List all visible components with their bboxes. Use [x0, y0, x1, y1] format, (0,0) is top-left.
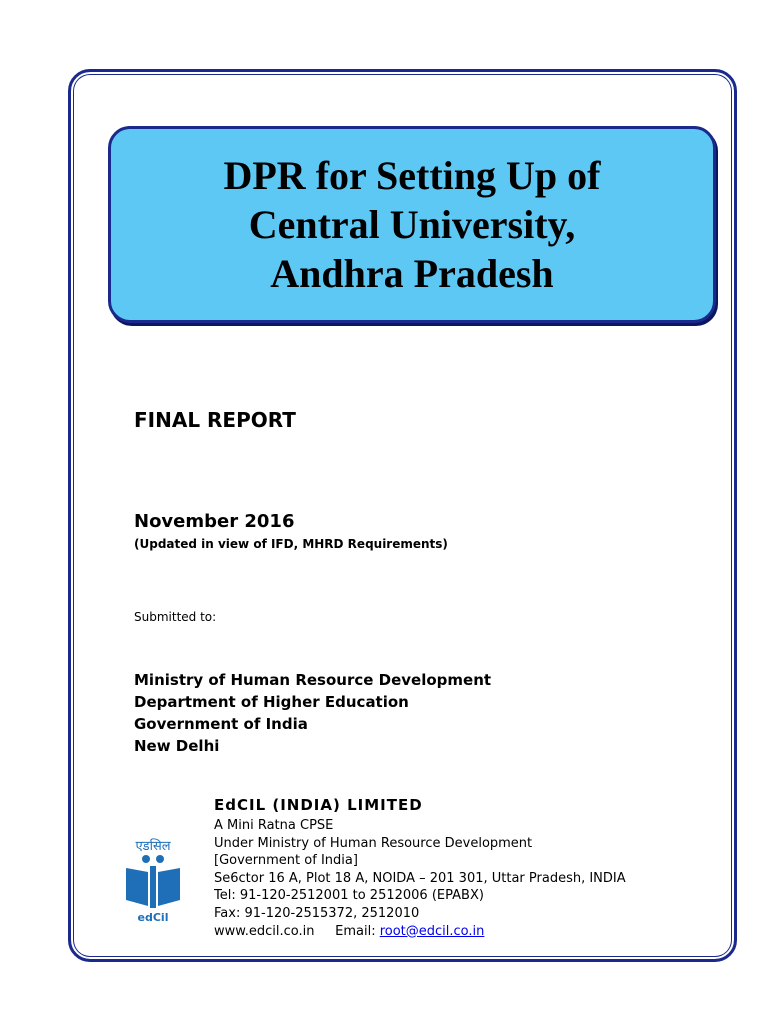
title-box — [108, 126, 716, 323]
logo-book-right-page — [158, 868, 180, 906]
recipient-block — [134, 669, 491, 757]
edcil-logo — [118, 832, 188, 924]
org-detail-line: Se6ctor 16 A, Plot 18 A, NOIDA – 201 301, Uttar Pradesh, INDIA — [214, 870, 626, 886]
logo-caption: edCil — [137, 911, 169, 924]
org-detail-line: A Mini Ratna CPSE — [214, 818, 334, 833]
recipient-ministry: Ministry of Human Resource Development — [134, 671, 492, 689]
organization-details — [214, 817, 626, 940]
logo-hindi-text: एडसिल — [135, 839, 171, 854]
org-detail-line: [Government of India] — [214, 853, 358, 869]
org-contact-line — [214, 923, 626, 941]
logo-book-left-page — [126, 868, 148, 906]
submitted-to-label: Submitted to: — [134, 610, 217, 624]
recipient-department: Department of Higher Education — [134, 693, 409, 711]
org-detail-line: Under Ministry of Human Resource Development — [214, 835, 533, 851]
recipient-city: New Delhi — [134, 737, 220, 755]
logo-dot-left — [142, 855, 150, 863]
org-detail-line: Fax: 91-120-2515372, 2512010 — [214, 905, 420, 921]
email-link[interactable]: root@edcil.co.in — [379, 923, 485, 939]
org-detail-line: Tel: 91-120-2512001 to 2512006 (EPABX) — [214, 888, 484, 904]
email-label: Email: — [335, 923, 376, 939]
update-note: (Updated in view of IFD, MHRD Requirements) — [134, 537, 448, 551]
title-line-2: Central University, — [248, 202, 576, 247]
logo-dot-right — [156, 855, 164, 863]
title-line-1: DPR for Setting Up of — [223, 153, 601, 198]
organization-name: EdCIL (INDIA) LIMITED — [214, 796, 423, 814]
website-link[interactable]: www.edcil.co.in — [214, 923, 315, 939]
report-date: November 2016 — [134, 511, 295, 532]
logo-book-spine — [150, 866, 156, 908]
title-line-3: Andhra Pradesh — [270, 251, 554, 296]
report-label: FINAL REPORT — [134, 408, 296, 432]
recipient-government: Government of India — [134, 715, 308, 733]
